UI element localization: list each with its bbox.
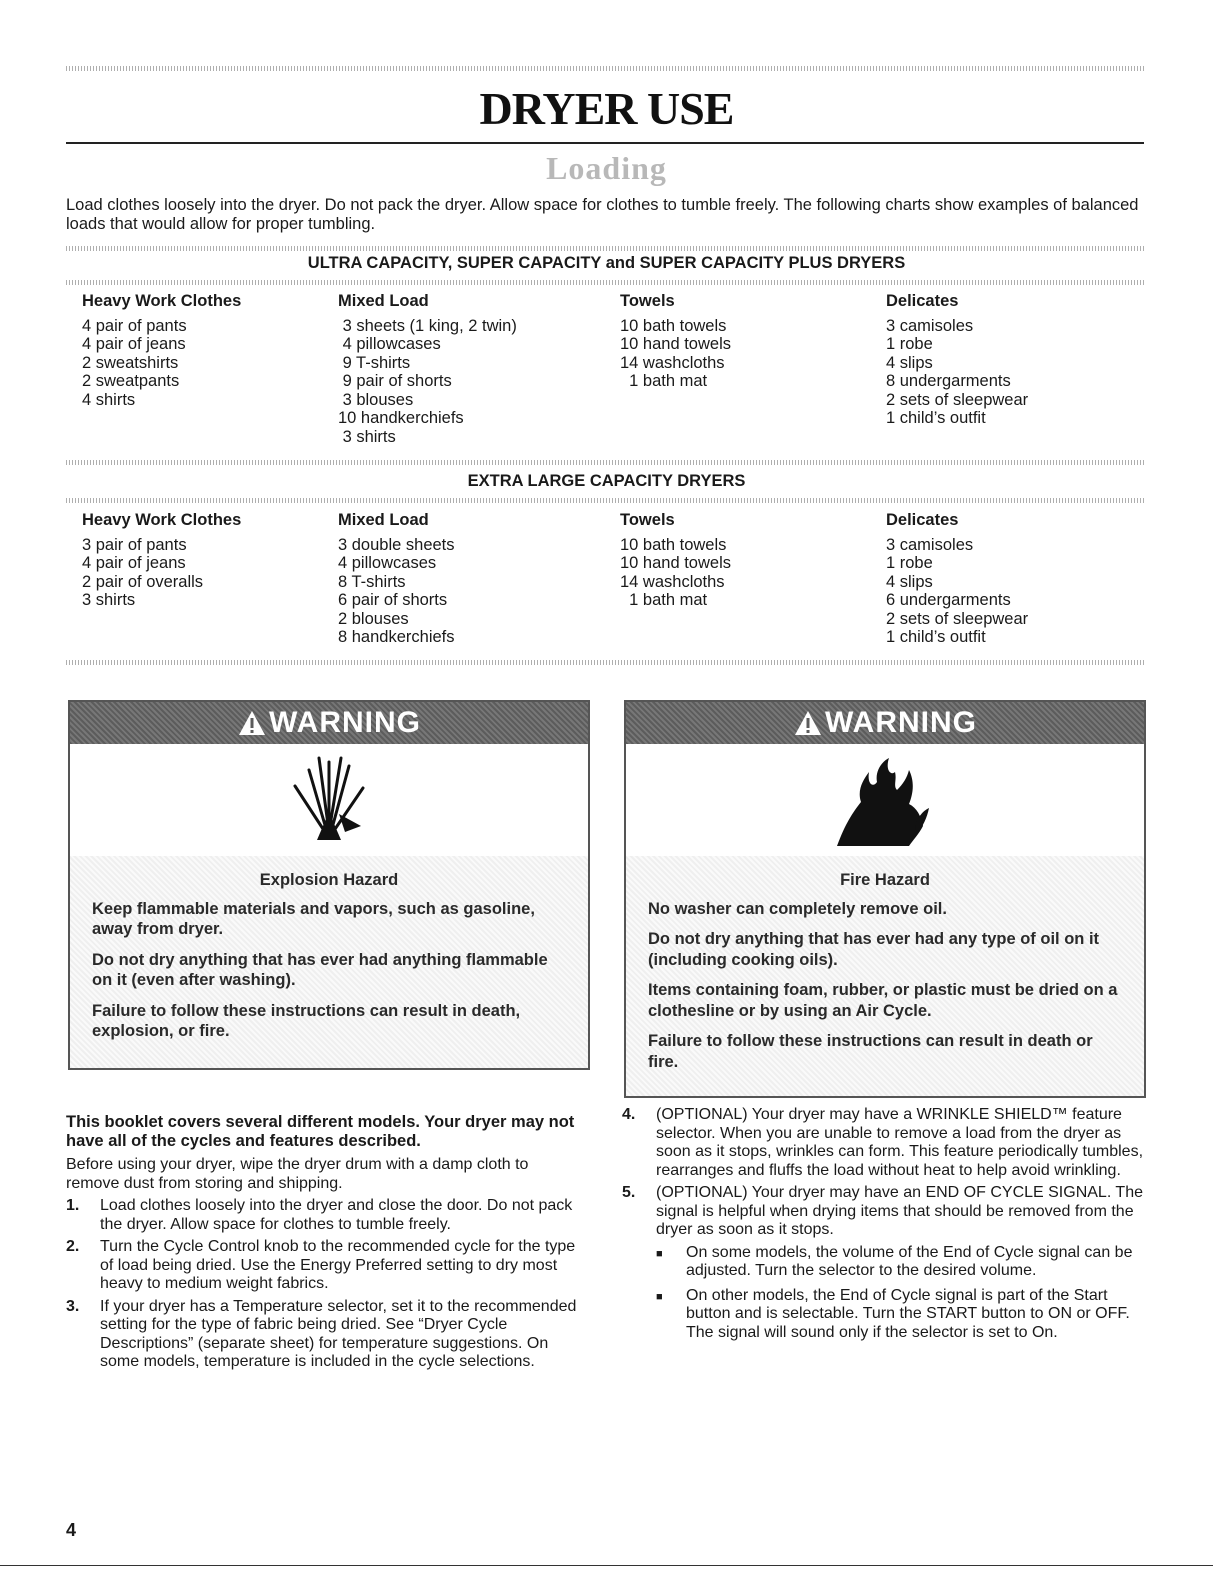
load-item: 3 double sheets — [338, 535, 455, 554]
column-header: Heavy Work Clothes — [82, 292, 242, 310]
table-rule — [66, 246, 1144, 251]
bottom-rule — [0, 1565, 1213, 1566]
step-number: 3. — [66, 1297, 80, 1315]
alert-triangle-icon — [793, 709, 823, 737]
step-text: (OPTIONAL) Your dryer may have a WRINKLE SHIELD™ feature selector. When you are unable to remove a load from the dryer as soon as it stops, wrinkles can form. This feature periodically tumbles, rearranges and fluffs the load without heat to help avoid wrinkling. — [656, 1106, 1144, 1179]
warning-paragraph: Do not dry anything that has ever had anything flammable on it (even after washing). — [92, 950, 548, 989]
table-rule — [66, 460, 1144, 465]
load-column — [338, 292, 517, 446]
hazard-title: Fire Hazard — [840, 871, 930, 889]
warning-paragraph: Do not dry anything that has ever had any type of oil on it (including cooking oils). — [648, 930, 1100, 969]
load-item: 4 pair of pants — [82, 316, 187, 335]
bullet-text: On some models, the volume of the End of Cycle signal can be adjusted. Turn the selector to the desired volume. — [686, 1243, 1133, 1279]
load-item: 6 undergarments — [886, 591, 1011, 609]
load-item: 14 washcloths — [620, 353, 725, 372]
column-header: Towels — [620, 511, 675, 529]
bullet-text: On other models, the End of Cycle signal is part of the Start button and is selectable. Turn the START button to ON or OFF. The signal will sound only if the selector is set to On. — [686, 1286, 1130, 1341]
hazard-icon-area — [626, 744, 1144, 858]
load-item: 4 slips — [886, 353, 933, 372]
load-item: 4 pair of jeans — [82, 554, 186, 572]
warning-paragraph: No washer can completely remove oil. — [648, 899, 947, 918]
load-item: 10 bath towels — [620, 316, 727, 335]
load-item: 4 slips — [886, 572, 933, 591]
step-4 — [622, 1106, 1146, 1180]
load-item: 2 sets of sleepwear — [886, 609, 1029, 628]
load-item: 4 pillowcases — [338, 554, 437, 572]
load-item: 10 hand towels — [620, 554, 731, 572]
step-5 — [622, 1184, 1146, 1240]
load-item: 2 pair of overalls — [82, 572, 204, 591]
instructions-left-column — [66, 1113, 586, 1376]
load-item: 10 bath towels — [620, 535, 727, 554]
load-item: 3 shirts — [82, 591, 136, 609]
step-3 — [66, 1298, 586, 1372]
load-item: 1 child’s outfit — [886, 628, 986, 646]
column-header: Heavy Work Clothes — [82, 511, 242, 529]
column-header: Mixed Load — [338, 511, 429, 529]
load-item: 10 hand towels — [620, 335, 731, 353]
page-number: 4 — [66, 1520, 77, 1540]
step-text: Turn the Cycle Control knob to the recommended cycle for the type of load being dried. Use the Energy Preferred setting to dry most heavy to medium weight fabrics. — [100, 1238, 576, 1292]
table-rule — [66, 498, 1144, 503]
step-text: If your dryer has a Temperature selector, set it to the recommended setting for the type of fabric being dried. See “Dryer Cycle Descriptions” (separate sheet) for temperature suggestions. On some models, temperature is included in the cycle selections. — [100, 1297, 577, 1370]
warning-banner — [70, 702, 588, 744]
load-item: 2 sweatshirts — [82, 353, 179, 372]
step-1 — [66, 1197, 586, 1234]
load-item: 4 pair of jeans — [82, 335, 186, 353]
load-column — [338, 511, 455, 647]
table-heading-ultra: ULTRA CAPACITY, SUPER CAPACITY and SUPER CAPACITY PLUS DRYERS — [307, 254, 906, 272]
load-item: 9 T-shirts — [338, 353, 411, 372]
title-rule — [66, 142, 1144, 144]
warning-box-fire — [624, 700, 1146, 1098]
step-text: (OPTIONAL) Your dryer may have an END OF CYCLE SIGNAL. The signal is helpful when drying items that should be removed from the dryer as soon as it stops. — [656, 1184, 1143, 1238]
table-rule — [66, 280, 1144, 285]
step-2 — [66, 1238, 586, 1294]
load-column — [82, 511, 241, 610]
load-item: 2 sweatpants — [82, 372, 180, 390]
hazard-icon-area — [70, 744, 588, 858]
load-item: 3 camisoles — [886, 535, 974, 554]
page-title: DRYER USE — [479, 83, 734, 134]
load-item: 1 robe — [886, 554, 933, 572]
top-rule — [66, 66, 1144, 71]
warning-box-explosion — [68, 700, 590, 1070]
load-item: 9 pair of shorts — [338, 372, 452, 390]
bullet-square-icon: ■ — [656, 1247, 663, 1260]
table-rule — [66, 660, 1144, 665]
step-text: Load clothes loosely into the dryer and close the door. Do not pack the dryer. Allow space for clothes to tumble freely. — [100, 1197, 573, 1233]
load-item: 14 washcloths — [620, 572, 725, 591]
load-item: 6 pair of shorts — [338, 591, 448, 609]
bullet-item — [656, 1244, 1146, 1281]
before-use-text: Before using your dryer, wipe the dryer drum with a damp cloth to remove dust from storing and shipping. — [66, 1156, 529, 1192]
step-number: 5. — [622, 1184, 636, 1201]
load-item: 1 child’s outfit — [886, 409, 986, 427]
step-number: 2. — [66, 1238, 80, 1255]
load-item: 3 sheets (1 king, 2 twin) — [338, 316, 517, 335]
warning-paragraph: Failure to follow these instructions can result in death or fire. — [648, 1032, 1093, 1071]
column-header: Mixed Load — [338, 292, 429, 310]
warning-paragraph: Failure to follow these instructions can result in death, explosion, or fire. — [92, 1001, 521, 1040]
load-item: 4 shirts — [82, 390, 136, 409]
explosion-icon — [289, 752, 369, 842]
step-number: 4. — [622, 1106, 636, 1123]
load-item: 3 shirts — [338, 427, 396, 446]
load-item: 8 handkerchiefs — [338, 628, 455, 646]
warning-paragraph: Items containing foam, rubber, or plastic must be dried on a clothesline or by using an Air Cycle. — [648, 981, 1118, 1020]
hazard-title: Explosion Hazard — [259, 871, 399, 889]
column-header: Towels — [620, 292, 675, 310]
warning-label: WARNING — [269, 706, 421, 739]
warning-banner — [626, 702, 1144, 744]
bullet-square-icon: ■ — [656, 1290, 663, 1303]
column-header: Delicates — [886, 292, 959, 310]
load-item: 1 robe — [886, 335, 933, 353]
instructions-right-column — [622, 1106, 1146, 1348]
section-heading: Loading — [546, 150, 667, 186]
fire-icon — [831, 754, 931, 850]
step-number: 1. — [66, 1197, 80, 1214]
load-column — [620, 511, 731, 610]
load-column — [886, 292, 1028, 428]
warning-label: WARNING — [825, 706, 977, 739]
load-item: 8 T-shirts — [338, 572, 406, 591]
load-item: 4 pillowcases — [338, 335, 441, 353]
bullet-item — [656, 1287, 1146, 1343]
load-item: 3 blouses — [338, 390, 414, 409]
column-header: Delicates — [886, 511, 959, 529]
booklet-note: This booklet covers several different models. Your dryer may not have all of the cycles and features described. — [66, 1113, 575, 1150]
table-heading-extra-large: EXTRA LARGE CAPACITY DRYERS — [467, 472, 746, 490]
warning-paragraph: Keep flammable materials and vapors, such as gasoline, away from dryer. — [92, 899, 535, 938]
intro-text: Load clothes loosely into the dryer. Do not pack the dryer. Allow space for clothes to tumble freely. The following charts show examples of balanced loads that would allow for proper tumbling. — [66, 196, 1139, 233]
load-item: 1 bath mat — [620, 372, 708, 390]
load-item: 3 camisoles — [886, 316, 974, 335]
load-item: 2 blouses — [338, 609, 409, 628]
warning-text-panel — [626, 856, 1144, 1096]
load-item: 2 sets of sleepwear — [886, 390, 1029, 409]
load-column — [620, 292, 731, 391]
load-column — [82, 292, 241, 409]
alert-triangle-icon — [237, 709, 267, 737]
load-item: 8 undergarments — [886, 372, 1011, 390]
load-item: 1 bath mat — [620, 591, 708, 609]
warning-text-panel — [70, 856, 588, 1068]
load-item: 3 pair of pants — [82, 535, 187, 554]
load-item: 10 handkerchiefs — [338, 409, 464, 427]
load-column — [886, 511, 1028, 647]
